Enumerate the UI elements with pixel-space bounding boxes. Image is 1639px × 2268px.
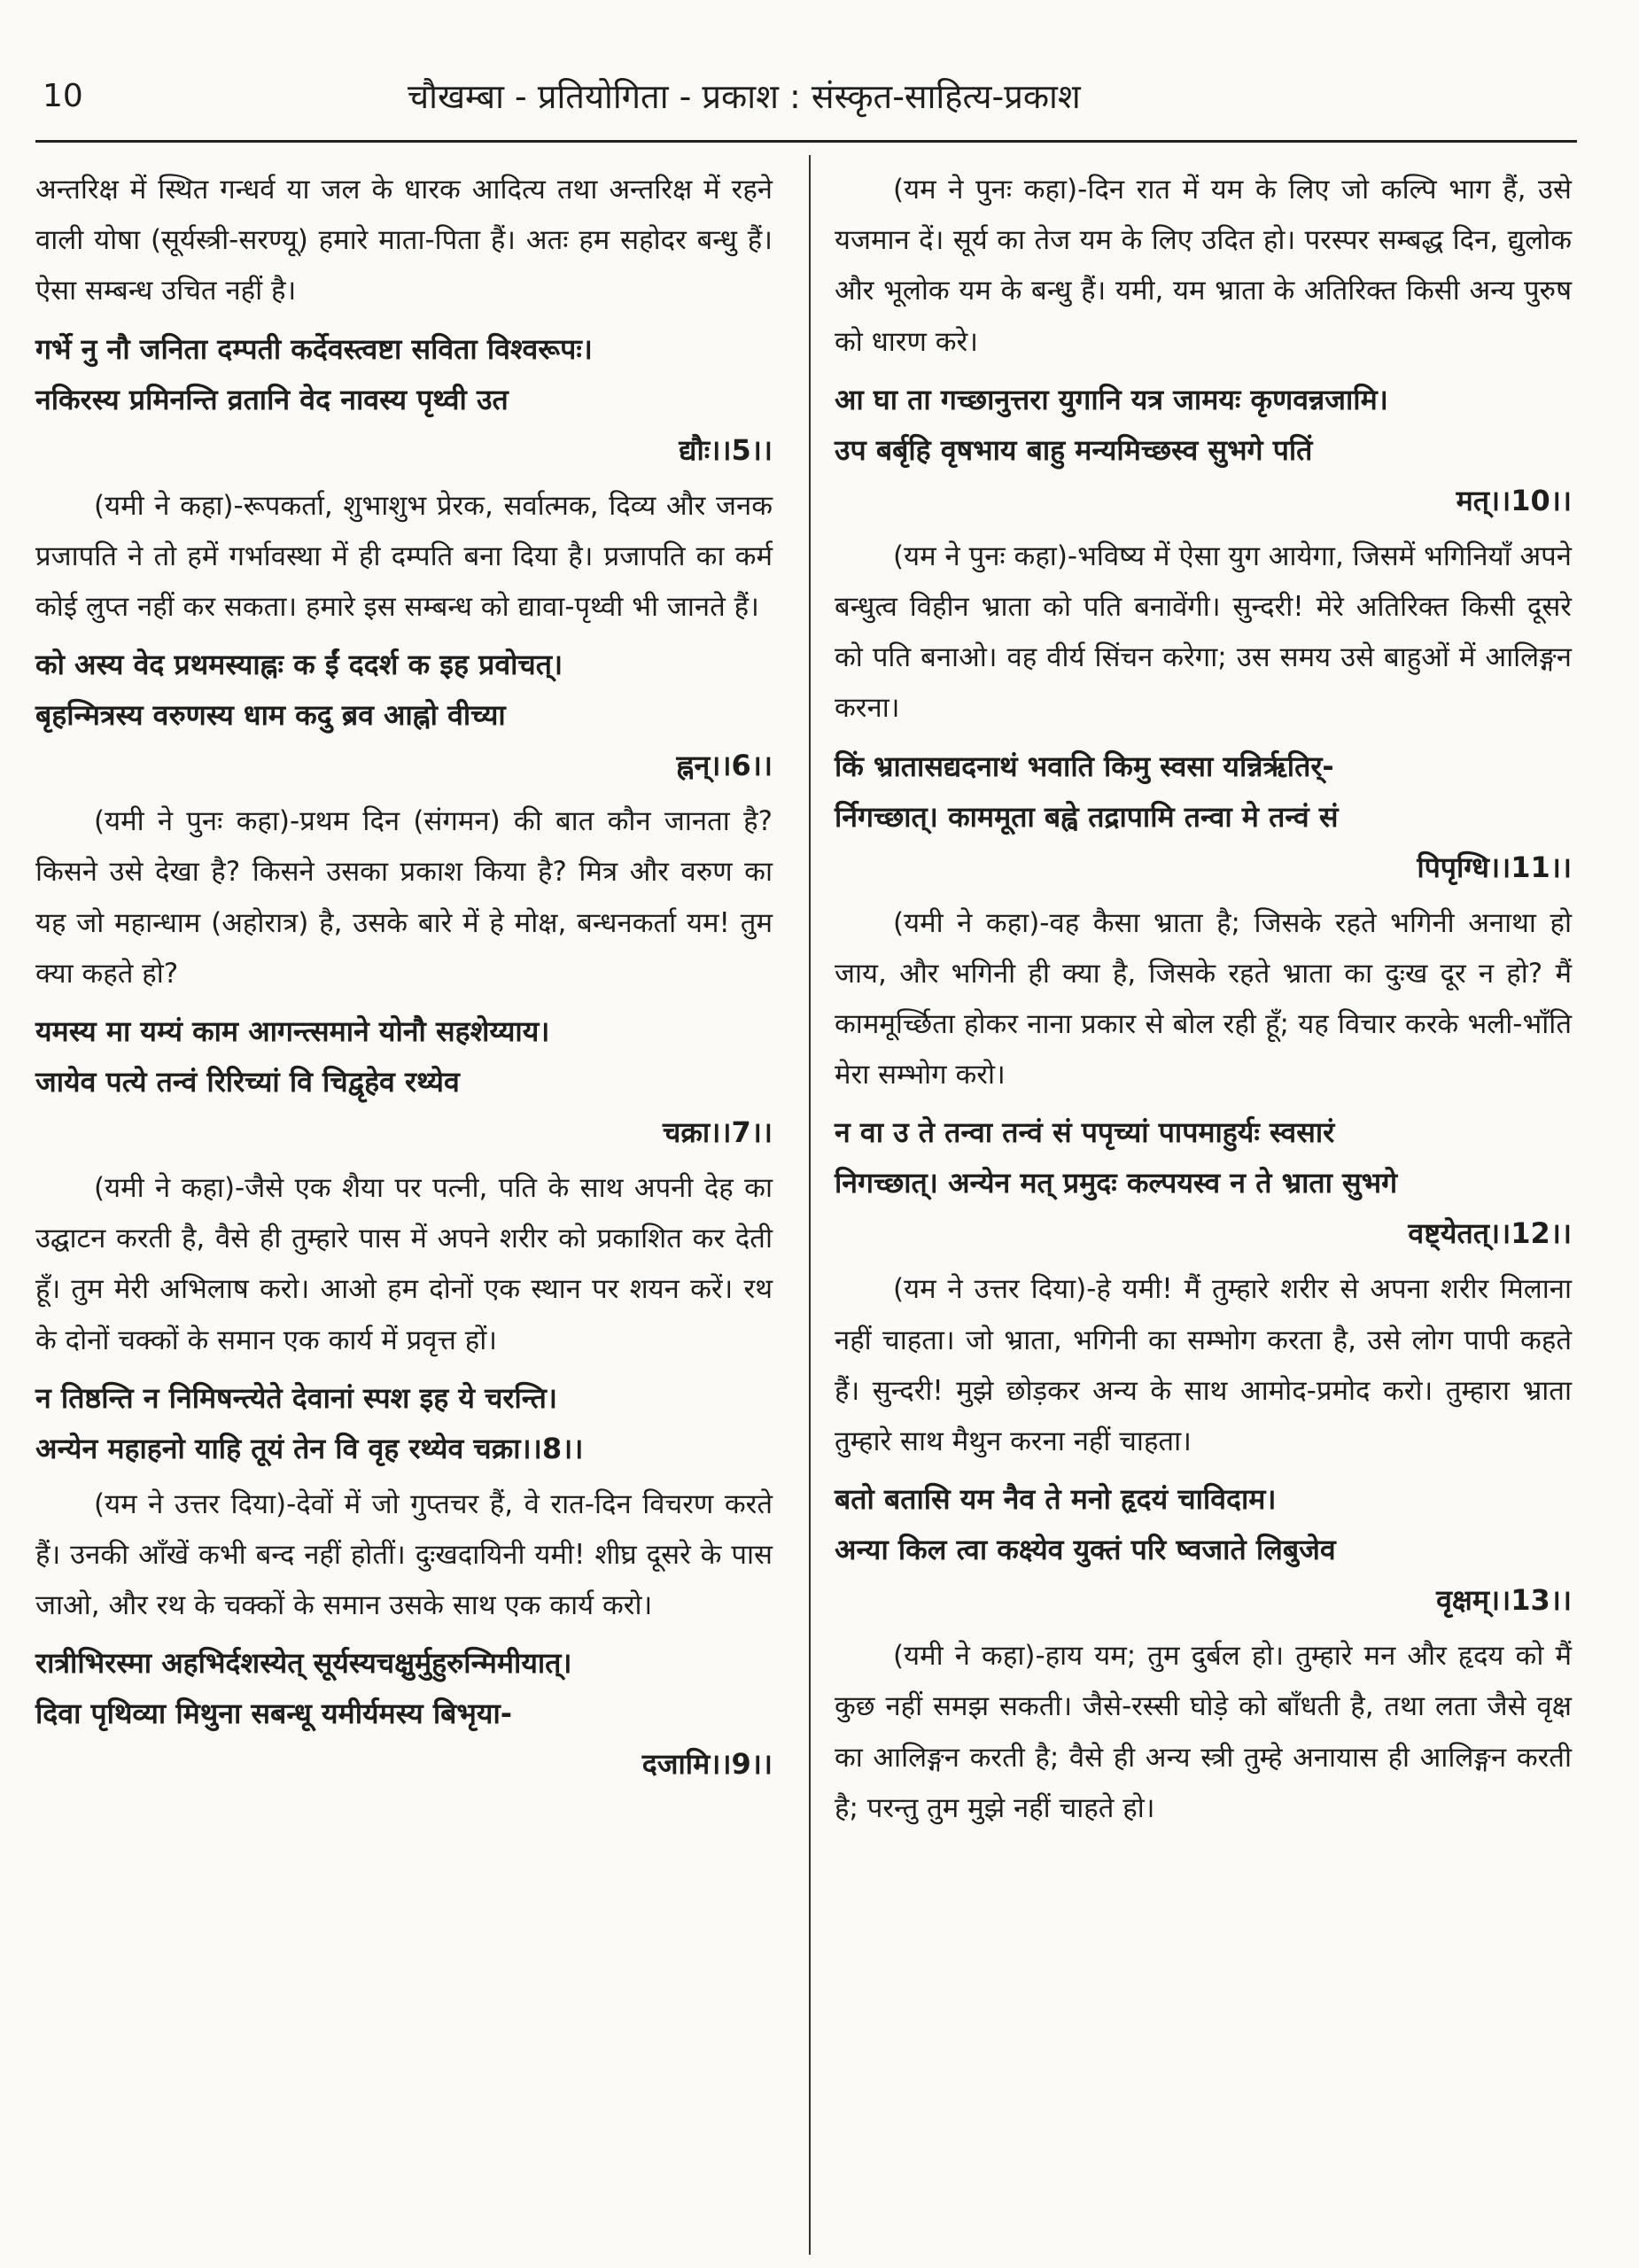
- prose-line: करता है, उसे लोग पापी कहते हैं। सुन्दरी! मुझे छोड़कर: [835, 1324, 1572, 1407]
- prose-line: अपनी देह का उद्घाटन करती है, वैसे ही तुम्हारे पास में: [35, 1172, 773, 1255]
- prose-line: यमी, यम भ्राता के अतिरिक्त किसी अन्य पुरुष को धारण: [835, 275, 1573, 358]
- prose-paragraph: [835, 532, 1572, 734]
- prose-line: मैथुन करना नहीं चाहता।: [952, 1425, 1192, 1458]
- prose-line: (यम ने पुनः कहा)-भविष्य में ऐसा युग आयेगा,: [893, 540, 1344, 572]
- header-rule: [35, 140, 1577, 143]
- prose-line: (यमी ने कहा)-रूपकर्ता, शुभाशुभ प्रेरक, सर्वात्मक,: [94, 489, 599, 522]
- prose-paragraph: [35, 481, 773, 633]
- prose-paragraph: [35, 165, 773, 317]
- verse-line: अन्या किल त्वा कक्ष्येव युक्तं परि ष्वजाते लिबुजेव: [835, 1533, 1336, 1567]
- verse-line: यमस्य मा यम्यं काम आगन्त्समाने योनौ सहशेय्याय।: [35, 1014, 550, 1049]
- prose-line: चक्कों के समान एक कार्य में प्रवृत्त हों।: [118, 1324, 498, 1356]
- prose-line: आलिङ्गन करना।: [835, 641, 1573, 725]
- verse-line: नकिरस्य प्रमिनन्ति व्रतानि वेद नावस्य पृथ्वी उत: [35, 382, 509, 416]
- prose-paragraph: [35, 1480, 773, 1632]
- prose-paragraph: [35, 796, 773, 999]
- prose-line: हमारे इस सम्बन्ध को द्यावा-पृथ्वी भी जानते हैं।: [305, 591, 759, 624]
- prose-paragraph: [35, 1163, 773, 1366]
- prose-line: शरीर मिलाना नहीं चाहता। जो भ्राता, भगिनी का सम्भोग: [835, 1273, 1573, 1356]
- prose-line: कौन जानता है? किसने उसे देखा है? किसने उसका प्रकाश: [35, 805, 773, 889]
- prose-paragraph: [835, 165, 1572, 368]
- verse-line: गर्भे नु नौ जनिता दम्पती कर्देवस्त्वष्टा सविता विश्वरूपः।: [35, 331, 593, 366]
- verse-block: [835, 1474, 1572, 1626]
- verse-block: [35, 1006, 773, 1158]
- verse-block: [35, 1373, 773, 1474]
- prose-paragraph: [835, 898, 1572, 1101]
- left-column: [35, 165, 773, 1795]
- verse-line: बतो बतासि यम नैव ते मनो हृदयं चाविदाम।: [835, 1482, 1277, 1517]
- verse-line: पिपृग्धि।।11।।: [1417, 850, 1572, 884]
- prose-line: और हृदय को मैं कुछ नहीं समझ सकती। जैसे-रस्सी घोड़े: [835, 1640, 1572, 1723]
- verse-line: रात्रीभिरस्मा अहभिर्दशस्येत् सूर्यस्यचक्षुर्मुहुरुन्मिमीयात्।: [35, 1646, 572, 1681]
- prose-line: अपने शरीर को प्रकाशित कर देती हूँ। तुम मेरी अभिलाष: [35, 1223, 773, 1306]
- prose-line: (यम ने उत्तर दिया)-देवों में जो गुप्तचर हैं, वे: [94, 1487, 540, 1520]
- verse-block: [35, 1638, 773, 1790]
- verse-line: वष्ट्येतत्।।12।।: [1408, 1216, 1572, 1251]
- prose-line: होतीं। दुःखदायिनी यमी! शीघ्र दूसरे के पास जाओ, और रथ: [35, 1539, 773, 1622]
- prose-line: (यमी ने कहा)-वह कैसा भ्राता है; जिसके रहते: [893, 906, 1377, 939]
- prose-line: (यम ने पुनः कहा)-दिन रात में यम के लिए जो कल्पि: [893, 174, 1437, 206]
- verse-line: जायेव पत्ये तन्वं रिरिच्यां वि चिद्वृहेव रथ्येव: [35, 1065, 460, 1099]
- verse-line: निगच्छात्। अन्येन मत् प्रमुदः कल्पयस्व न ते भ्राता सुभगे: [835, 1166, 1398, 1200]
- prose-line: किया है? मित्र और वरुण का यह जो महान्धाम (अहोरात्र): [35, 856, 773, 939]
- prose-line: भगिनी अनाथा हो जाय, और भगिनी ही क्या है, जिसके रहते: [835, 906, 1572, 990]
- verse-line: र्निगच्छात्। काममूता बह्वे तद्रापामि तन्वा मे तन्वं सं: [835, 799, 1339, 834]
- prose-line: करे।: [935, 325, 978, 358]
- prose-line: भ्राता का दुःख दूर न हो? मैं काममूर्च्छिता होकर नाना प्रकार: [835, 957, 1573, 1041]
- prose-line: (यमी ने पुनः कहा)-प्रथम दिन (संगमन) की बात: [94, 805, 594, 838]
- verse-block: [835, 375, 1572, 526]
- prose-paragraph: [835, 1264, 1572, 1467]
- prose-line: अन्य के साथ आमोद-प्रमोद करो। तुम्हारा भ्राता तुम्हारे साथ: [835, 1374, 1572, 1458]
- verse-block: [835, 1107, 1572, 1259]
- verse-line: द्यौः।।5।।: [679, 432, 773, 467]
- prose-line: है, उसके बारे में हे मोक्ष, बन्धनकर्ता यम! तुम क्या: [35, 906, 773, 990]
- verse-line: दजामि।।9।।: [641, 1747, 773, 1782]
- prose-line: (यमी ने कहा)-हाय यम; तुम दुर्बल हो। तुम्हारे मन: [893, 1640, 1396, 1673]
- prose-paragraph: [835, 1631, 1572, 1834]
- prose-line: के चक्कों के समान उसके साथ एक कार्य करो।: [194, 1589, 653, 1622]
- prose-line: अन्तरिक्ष में स्थित गन्धर्व या जल के धारक आदित्य तथा: [35, 174, 598, 206]
- verse-block: [35, 640, 773, 791]
- prose-line: को बाँधती है, तथा लता जैसे वृक्ष का आलिङ्गन करती है;: [835, 1690, 1572, 1774]
- prose-line: (यम ने उत्तर दिया)-हे यमी! मैं तुम्हारे शरीर से अपना: [893, 1273, 1429, 1306]
- prose-line: से बोल रही हूँ; यह विचार करके भली-भाँति मेरा सम्भोग: [835, 1008, 1572, 1091]
- prose-line: जिसमें भगिनियाँ अपने बन्धुत्व विहीन भ्राता को पति: [835, 540, 1572, 624]
- prose-line: दिव्य और जनक प्रजापति ने तो हमें गर्भावस्था में ही दम्पति: [35, 489, 773, 572]
- verse-line: आ घा ता गच्छानुत्तरा युगानि यत्र जामयः कृणवन्नजामि।: [835, 382, 1388, 416]
- verse-line: दिवा पृथिव्या मिथुना सबन्धू यमीर्यमस्य बिभृया-: [35, 1697, 513, 1731]
- verse-line: वृक्षम्।।13।।: [1436, 1583, 1572, 1618]
- verse-line: बृहन्मित्रस्य वरुणस्य धाम कदु ब्रव आह्नो वीच्या: [35, 698, 506, 733]
- running-title: चौखम्बा - प्रतियोगिता - प्रकाश : संस्कृत-साहित्य-प्रकाश: [408, 77, 1081, 116]
- prose-line: रात-दिन विचरण करते हैं। उनकी आँखें कभी बन्द नहीं: [35, 1487, 773, 1572]
- verse-line: को अस्य वेद प्रथमस्याह्नः क ईं ददर्श क इह प्रवोचत्।: [35, 648, 563, 682]
- prose-line: उचित नहीं है।: [161, 275, 297, 307]
- prose-line: बनावेंगी। सुन्दरी! मेरे अतिरिक्त किसी दूसरे को पति: [835, 591, 1572, 674]
- verse-line: ह्नन्।।6।।: [676, 749, 773, 783]
- prose-line: वैसे ही अन्य स्त्री तुम्हे अनायास ही आलिङ्गन करती है;: [835, 1741, 1573, 1824]
- page-number: 10: [43, 78, 83, 114]
- prose-line: (यमी ने कहा)-जैसे एक शैया पर पत्नी, पति के साथ: [94, 1172, 624, 1205]
- prose-line: भाग हैं, उसे यजमान दें। सूर्य का तेज यम के लिए उदित हो।: [835, 174, 1572, 257]
- verse-line: चक्रा।।7।।: [663, 1115, 773, 1150]
- verse-line: न वा उ ते तन्वा तन्वं सं पपृच्यां पापमाहुर्यः स्वसारं: [835, 1115, 1335, 1150]
- right-column: [835, 165, 1572, 1839]
- verse-line: अन्येन महाहनो याहि तूयं तेन वि वृह रथ्येव चक्रा।।8।।: [35, 1431, 584, 1465]
- prose-line: कहते हो?: [82, 957, 179, 990]
- prose-line: माता-पिता हैं। अतः हम सहोदर बन्धु हैं। ऐसा सम्बन्ध: [35, 224, 773, 307]
- prose-line: परस्पर सम्बद्ध दिन, द्युलोक और भूलोक यम के बन्धु हैं।: [835, 224, 1573, 307]
- verse-block: [35, 324, 773, 476]
- verse-line: उप बर्बृहि वृषभाय बाहु मन्यमिच्छस्व सुभगे पतिं: [835, 432, 1313, 467]
- page-header: [35, 73, 1577, 135]
- column-divider: [809, 155, 811, 2255]
- verse-line: न तिष्ठन्ति न निमिषन्त्येते देवानां स्पश इह ये चरन्ति।: [35, 1380, 558, 1415]
- verse-line: किं भ्रातासद्यदनाथं भवाति किमु स्वसा यन्निर्ऋतिर्-: [835, 749, 1334, 783]
- prose-line: करो। आओ हम दोनों एक स्थान पर शयन करें। रथ के दोनों: [35, 1273, 773, 1356]
- verse-line: मत्।।10।।: [1456, 483, 1572, 517]
- prose-line: करो।: [955, 1059, 1006, 1091]
- verse-block: [835, 742, 1572, 893]
- prose-line: परन्तु तुम मुझे नहीं चाहते हो।: [866, 1791, 1155, 1824]
- prose-line: अन्तरिक्ष में रहने वाली योषा (सूर्यस्त्री-सरण्यू) हमारे: [35, 174, 773, 257]
- prose-line: बनाओ। वह वीर्य सिंचन करेगा; उस समय उसे बाहुओं में: [920, 641, 1476, 674]
- prose-line: बना दिया है। प्रजापति का कर्म कोई लुप्त नहीं कर सकता।: [35, 540, 773, 624]
